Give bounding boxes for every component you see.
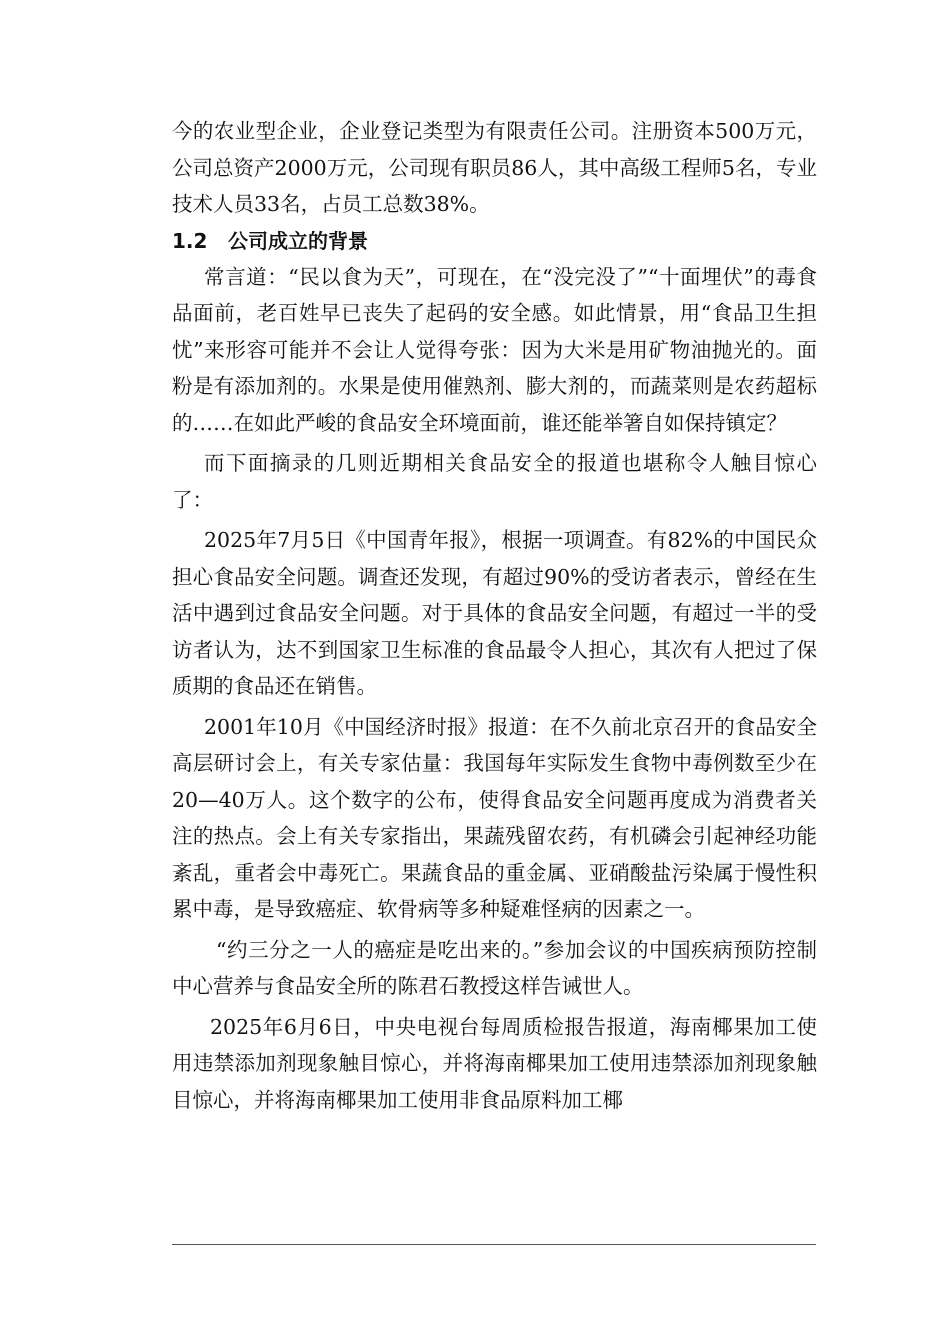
- section-heading: [172, 223, 817, 259]
- page-body: [172, 113, 817, 1118]
- footer-divider: [172, 1244, 816, 1245]
- section-number: 1.2: [172, 228, 208, 253]
- paragraph-youth-daily-report: 2025年7月5日《中国青年报》，根据一项调查。有82%的中国民众担心食品安全问题。调查还发现，有超过90%的受访者表示，曾经在生活中遇到过食品安全问题。对于具体的食品安全问题，有超过一半的受访者认为，达不到国家卫生标准的食品最令人担心，其次有人把过了保质期的食品还在销售。: [172, 528, 817, 698]
- paragraph-food-safety-intro: 常言道：“民以食为天”，可现在，在“没完没了”“十面埋伏”的毒食品面前，老百姓早已丧失了起码的安全感。如此情景，用“食品卫生担忧”来形容可能并不会让人觉得夸张：因为大米是用矿物油抛光的。面粉是有添加剂的。水果是使用催熟剂、膨大剂的，而蔬菜则是农药超标的……在如此严峻的食品安全环境面前，谁还能举箸自如保持镇定？: [172, 264, 817, 435]
- section-title: 公司成立的背景: [228, 228, 368, 253]
- paragraph-economic-times-report: 2001年10月《中国经济时报》报道：在不久前北京召开的食品安全高层研讨会上，有关专家估量：我国每年实际发生食物中毒例数至少在20—40万人。这个数字的公布，使得食品安全问题再度成为消费者关注的热点。会上有关专家指出，果蔬残留农药，有机磷会引起神经功能紊乱，重者会中毒死亡。果蔬食品的重金属、亚硝酸盐污染属于慢性积累中毒，是导致癌症、软骨病等多种疑难怪病的因素之一。: [172, 714, 817, 921]
- paragraph-cctv-report: 2025年6月6日，中央电视台每周质检报告报道，海南椰果加工使用违禁添加剂现象触目惊心，并将海南椰果加工使用违禁添加剂现象触目惊心，并将海南椰果加工使用非食品原料加工椰: [172, 1014, 817, 1112]
- paragraph-company-info: 今的农业型企业，企业登记类型为有限责任公司。注册资本500万元，公司总资产2000万元，公司现有职员86人，其中高级工程师5名，专业技术人员33名，占员工总数38%。: [172, 119, 817, 216]
- paragraph-reports-intro: 而下面摘录的几则近期相关食品安全的报道也堪称令人触目惊心了：: [172, 451, 817, 512]
- paragraph-cancer-quote: “约三分之一人的癌症是吃出来的。”参加会议的中国疾病预防控制中心营养与食品安全所的陈君石教授这样告诫世人。: [172, 937, 817, 998]
